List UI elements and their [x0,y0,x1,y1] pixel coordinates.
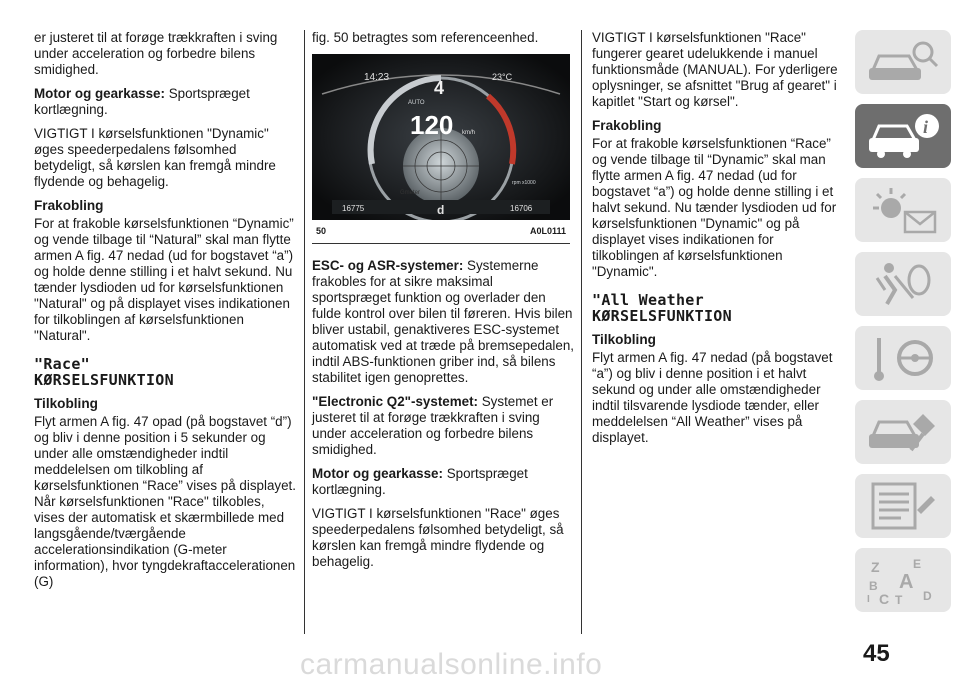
tab-technical-data[interactable] [855,474,951,538]
index-letter: C [879,591,890,606]
mode-heading-line-1: "All Weather [592,291,704,309]
index-letter: Z [871,559,880,575]
run-in-text: Systemerne frakobles for at sikre maksimal sportspræget funktion og overlader den fulde kontrol over bilen til føreren. Hvis bilen bliver ustabil, genaktiveres ESC-systemet automatisk ved at træde på bremsepedalen, indtil ABS-funktionen griber ind, så bilens stabilitet igen genoprettes. [312,258,575,385]
run-in-label: ESC- og ASR-systemer: [312,258,464,273]
run-in-label: "Electronic Q2"-systemet: [312,394,479,409]
mode-heading-line-2: KØRSELSFUNKTION [592,307,732,325]
index-letter: I [867,594,870,605]
tab-starting-driving[interactable] [855,326,951,390]
paragraph: VIGTIGT I kørselsfunktionen "Race" fungerer gearet udelukkende i manuel funktionsmåde (MANUAL). For yderligere oplysninger, se afsnittet "Brug af gearet" i kapitlet "Start og kørsel". [592,30,838,109]
mode-heading-line-2: KØRSELSFUNKTION [34,371,174,389]
odometer-right: 16706 [510,204,533,213]
tab-alphabetical-index[interactable] [855,548,951,612]
index-letter: A [899,571,914,593]
mode-heading-line-1: "Race" [34,355,90,373]
car-info-icon [865,110,941,162]
wrench-steering-icon [865,332,941,384]
index-letter: B [869,579,878,593]
mode-heading [34,356,296,388]
run-in-text: Systemet er justeret til at forøge trækkraften i sving under acceleration og forbedre bilens smidighed. [312,394,554,457]
text-column-1 [34,30,296,598]
watermark[interactable]: carmanualsonline.info [300,648,603,681]
index-letter: D [923,589,932,603]
run-in-label: Motor og gearkasse: [34,86,165,101]
alphabet-index-icon [865,554,941,606]
paragraph: Flyt armen A fig. 47 opad (på bogstavet “d”) og bliv i denne position i 5 sekunder og under alle omstændigheder indtil meddelelsen om tilkobling af kørselsfunktionen “Race” vises på displayet. Når kørselsfunktionen "Race" tilkobles, vises der automatisk et skærmbillede med langsgående/tværgående accelerationsindikation (G-meter information), hvor tyngdekraftaccelerationen (G) [34,414,296,589]
run-in-text: Sportspræget kortlægning. [34,86,250,117]
text-column-2 [312,30,574,578]
run-in-label: Motor og gearkasse: [312,466,443,481]
paragraph: VIGTIGT I kørselsfunktionen "Dynamic" øges speederpedalens følsomhed betydeligt, så kørslen kan fremgå mindre flydende og behagelig. [34,126,276,189]
airbag-icon [865,258,941,310]
paragraph: Flyt armen A fig. 47 nedad (på bogstavet “a”) og bliv i denne position i et halvt sekund og under alle omstændigheder indtil tilsvarende lysdiode tænder, eller meddelelsen “All Weather” vises på displayet. [592,350,833,445]
section-heading: Frakobling [34,198,104,213]
info-glyph: i [923,117,929,137]
tab-safety[interactable] [855,252,951,316]
paragraph [312,394,574,458]
paragraph [312,258,574,386]
paragraph: For at frakoble kørselsfunktionen “Dynamic” og vende tilbage til “Natural” skal man flytte armen A fig. 47 nedad (ud for bogstavet “a”) og holde denne stilling i et halvt sekund. Nu tænder lysdioden ud for kørselsfunktionen "Natural" og på displayet vises indikationen for tilkoblingen af kørselsfunktionen "Natural". [34,216,294,343]
page-number: 45 [863,640,890,667]
g-meter-label: Gmeter [400,190,421,196]
section-heading: Tilkobling [34,396,98,411]
section-heading: Tilkobling [592,332,656,347]
paragraph: VIGTIGT I kørselsfunktionen "Race" øges speederpedalens følsomhed betydeligt, så kørslen kan fremgå mindre flydende og behagelig. [312,506,564,569]
gear-indicator: 4 [434,78,445,98]
paragraph [312,466,574,498]
paragraph: For at frakoble kørselsfunktionen “Race” og vende tilbage til “Dynamic” skal man flytte armen A fig. 47 nedad (ud for bogstavet “a”) og holde denne stilling i et halvt sekund. Nu tænder lysdioden ud for kørselsfunktionen "Dynamic" og på displayet vises indikationen for tilkoblingen af kørselsfunktionen "Dynamic". [592,136,837,279]
odometer-left: 16775 [342,204,365,213]
mode-heading [592,292,842,324]
instrument-cluster-image [312,54,570,220]
section-heading: Frakobling [592,118,662,133]
drive-mode-indicator: d [437,203,445,217]
rpm-label: rpm x1000 [512,180,536,186]
figure-number: 50 [316,226,327,236]
temperature-readout: 23°C [492,72,513,82]
clock-readout: 14:23 [364,72,390,83]
car-search-icon [865,36,941,88]
index-letter: E [913,557,922,571]
speed-readout: 120 [410,110,454,140]
list-document-icon [865,480,941,532]
tab-car-search[interactable] [855,30,951,94]
paragraph: er justeret til at forøge trækkraften i sving under acceleration og forbedre bilens smidighed. [34,30,278,77]
tab-emergency[interactable] [855,400,951,464]
paragraph [34,86,296,118]
auto-indicator: AUTO [408,100,425,106]
tab-car-info[interactable] [855,104,951,168]
index-letter: T [895,593,903,606]
warning-light-mail-icon [865,184,941,236]
figure-instrument-cluster [312,54,570,244]
car-repair-icon [865,406,941,458]
figure-code: A0L0111 [529,226,566,236]
column-divider [581,30,582,634]
figure-caption [312,221,570,244]
speed-unit: km/h [462,130,476,136]
chapter-tabs [855,30,951,622]
paragraph: fig. 50 betragtes som referenceenhed. [312,30,539,45]
run-in-text: Sportspræget kortlægning. [312,466,528,497]
column-divider [304,30,305,634]
tab-warning-lights[interactable] [855,178,951,242]
text-column-3 [592,30,842,454]
